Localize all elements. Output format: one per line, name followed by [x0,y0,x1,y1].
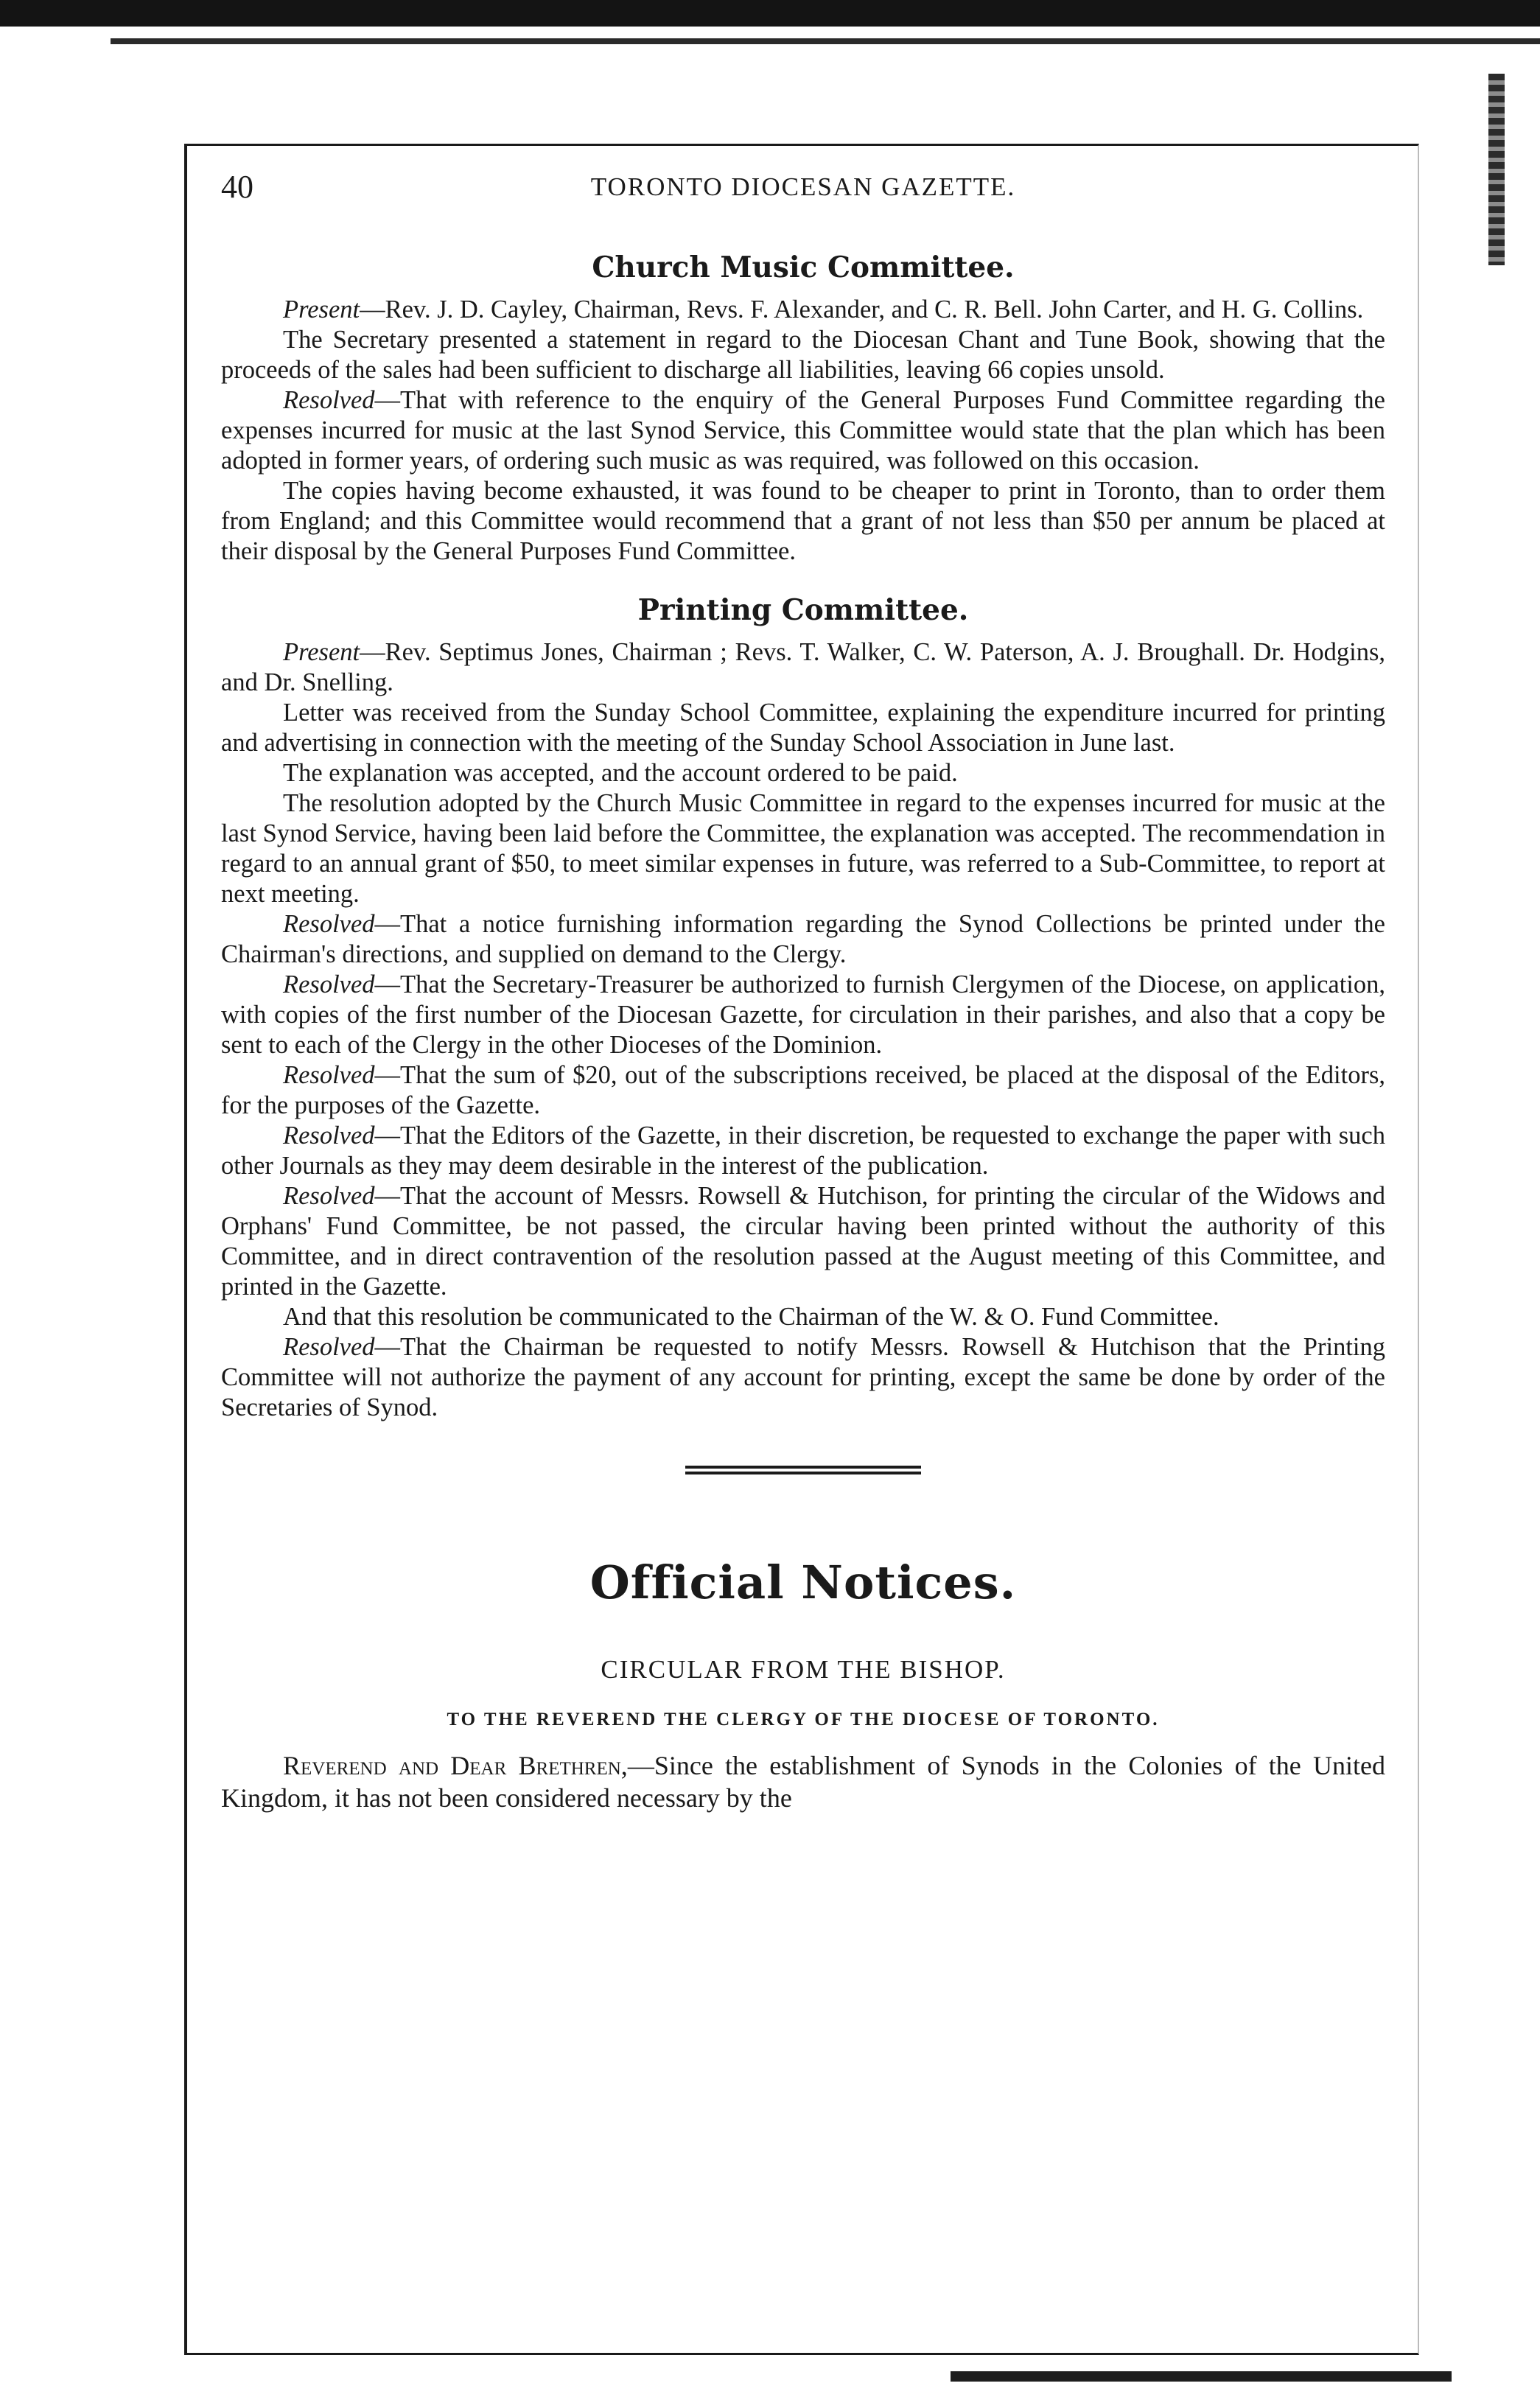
paragraph [221,909,1385,970]
paragraph-lead: Resolved [283,910,375,938]
paragraph [221,637,1385,698]
paragraph-lead: Present [283,638,360,666]
paragraph-text: —That a notice furnishing information regarding the Synod Collections be printed under the Chairman's directions, and supplied on demand to the Clergy. [221,910,1385,968]
circular-subtitle: TO THE REVEREND THE CLERGY OF THE DIOCESE OF TORONTO. [447,1710,1160,1729]
paragraph [221,385,1385,476]
paragraph-text: And that this resolution be communicated to the Chairman of the W. & O. Fund Committee. [283,1303,1219,1331]
paragraph-text: The copies having become exhausted, it was found to be cheaper to print in Toronto, than to order them from England; and this Committee would recommend that a grant of not less than $50 per annum be placed at their disposal by the General Purposes Fund Committee. [221,477,1385,565]
paragraph-text: —Since the establishment of Synods in the Colonies of the United Kingdom, it has not been considered necessary by the [221,1751,1386,1813]
section-title: Printing Committee. [637,593,969,627]
section-title: Church Music Committee. [592,251,1015,284]
paragraph [221,1332,1385,1423]
paragraph [221,295,1385,325]
paragraph-text: The explanation was accepted, and the account ordered to be paid. [283,759,958,787]
scan-edge-bottom [951,2371,1452,2382]
paragraph [221,325,1385,385]
paragraph [221,476,1385,567]
paragraph-lead: Resolved [283,1061,375,1089]
paragraph-lead: Resolved [283,970,375,998]
section-divider [685,1466,921,1474]
paragraph-lead: Resolved [283,386,375,414]
paragraph-text: —That the Secretary-Treasurer be authorized to furnish Clergymen of the Diocese, on application, with copies of the first number of the Diocesan Gazette, for circulation in their parishes, and also that a copy be sent to each of the Clergy in the other Dioceses of the Dominion. [221,970,1385,1059]
paragraph [221,1302,1385,1332]
paragraph-text: —That with reference to the enquiry of the General Purposes Fund Committee regarding the expenses incurred for music at the last Synod Service, this Committee would state that the plan which has been adopted in former years, of ordering such music as was required, was followed on this occasion. [221,386,1385,475]
printing-section [221,593,1385,1423]
notices-title: Official Notices. [589,1556,1017,1609]
paragraph-text: —Rev. Septimus Jones, Chairman ; Revs. T. Walker, C. W. Paterson, A. J. Broughall. Dr. Hodgins, and Dr. Snelling. [221,638,1385,696]
paragraph [221,1749,1385,1814]
paragraph [221,970,1385,1060]
page-content [221,162,1385,1814]
paragraph-lead: Resolved [283,1182,375,1210]
scan-edge-top-rule [111,38,1540,44]
paragraph [221,1060,1385,1121]
paragraph-text: The Secretary presented a statement in regard to the Diocesan Chant and Tune Book, showing that the proceeds of the sales had been sufficient to discharge all liabilities, leaving 66 copies unsold. [221,326,1385,384]
paragraph-text: The resolution adopted by the Church Music Committee in regard to the expenses incurred for music at the last Synod Service, having been laid before the Committee, the explanation was accepted. The recommendation in regard to an annual grant of $50, to meet similar expenses in future, was referred to a Sub-Committee, to report at next meeting. [221,789,1385,908]
paragraph-text: —That the Chairman be requested to notify Messrs. Rowsell & Hutchison that the Printing Committee will not authorize the payment of any account for printing, except the same be done by order of the Secretaries of Synod. [221,1333,1385,1421]
official-notices-section [221,1556,1385,1814]
circular-title: CIRCULAR FROM THE BISHOP. [601,1655,1006,1684]
salutation: Reverend and Dear Brethren, [283,1751,628,1780]
running-head: TORONTO DIOCESAN GAZETTE. [590,172,1016,201]
church-music-section [221,251,1385,567]
page-number: 40 [221,169,253,205]
paragraph [221,698,1385,758]
paragraph [221,1181,1385,1302]
paragraph-text: Letter was received from the Sunday School Committee, explaining the expenditure incurred for printing and advertising in connection with the meeting of the Sunday School Association in June last. [221,699,1385,757]
paragraph [221,758,1385,788]
paragraph-lead: Present [283,295,360,323]
paragraph-text: —That the account of Messrs. Rowsell & Hutchison, for printing the circular of the Widows and Orphans' Fund Committee, be not passed, the circular having been printed without the authority of this Committee, and in direct contravention of the resolution passed at the August meeting of this Committee, and printed in the Gazette. [221,1182,1385,1301]
paragraph-text: —That the sum of $20, out of the subscriptions received, be placed at the disposal of the Editors, for the purposes of the Gazette. [221,1061,1385,1119]
scan-edge-right [1488,74,1505,265]
paragraph [221,788,1385,909]
paragraph-text: —Rev. J. D. Cayley, Chairman, Revs. F. Alexander, and C. R. Bell. John Carter, and H. G. Collins. [360,295,1364,323]
page-header [221,162,1385,214]
paragraph [221,1121,1385,1181]
scan-edge-top [0,0,1540,27]
paragraph-lead: Resolved [283,1122,375,1150]
paragraph-lead: Resolved [283,1333,375,1361]
paragraph-text: —That the Editors of the Gazette, in their discretion, be requested to exchange the paper with such other Journals as they may deem desirable in the interest of the publication. [221,1122,1385,1180]
